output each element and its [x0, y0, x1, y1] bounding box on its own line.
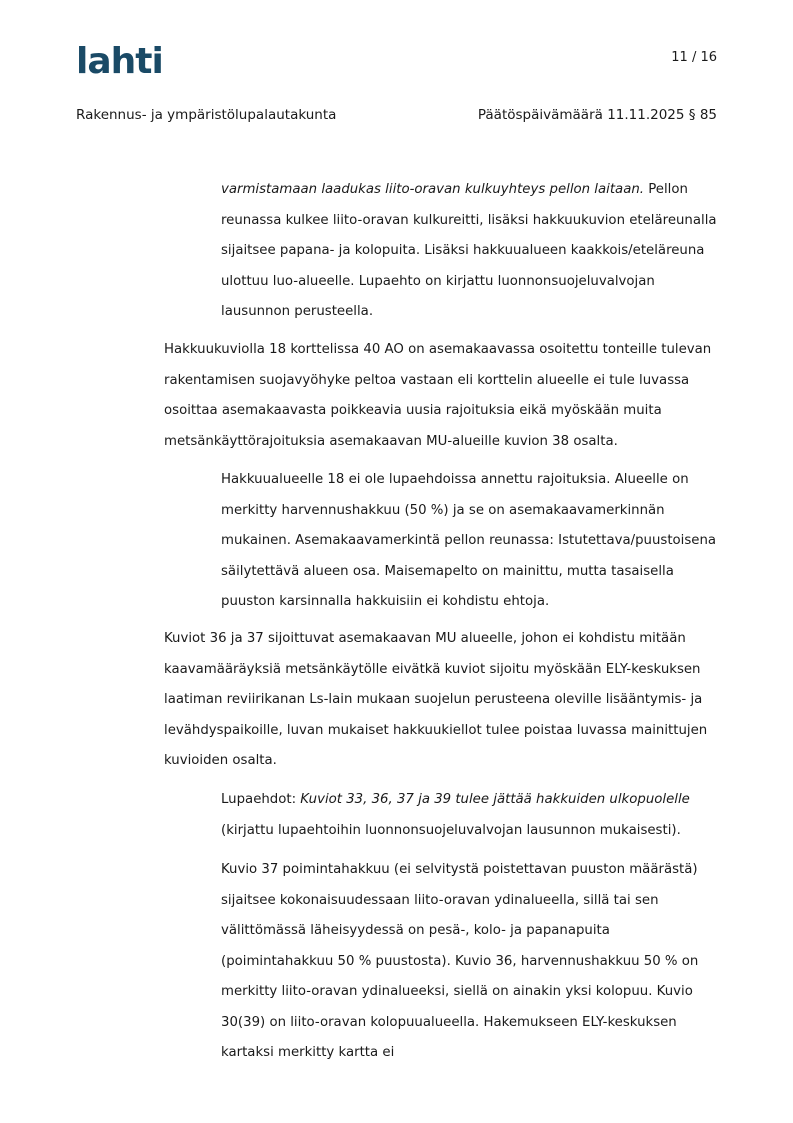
- paragraph-5-label: Lupaehdot:: [221, 792, 301, 807]
- document-header: [76, 107, 717, 123]
- lahti-logo: lahti: [76, 41, 163, 82]
- paragraph-6: Kuvio 37 poimintahakkuu (ei selvitystä poistettavan puuston määrästä) sijaitsee kokonaisuudessaan liito-oravan ydinalueella, sillä tai sen välittömässä läheisyydessä on pesä-, kolo- ja papanapuita (poimintahakkuu 50 % puustosta). Kuvio 36, harvennushakkuu 50 % on merkitty liito-oravan ydinalueeksi, siellä on ainakin yksi kolopuu. Kuvio 30(39) on liito-oravan kolopuualueella. Hakemukseen ELY-keskuksen kartaksi merkitty kartta ei: [221, 862, 699, 1060]
- paragraph-1-italic: varmistamaan laadukas liito-oravan kulkuyhteys pellon laitaan.: [221, 182, 645, 197]
- decision-date: Päätöspäivämäärä 11.11.2025 § 85: [477, 107, 717, 123]
- board-name: Rakennus- ja ympäristölupalautakunta: [76, 107, 337, 123]
- paragraph-5-italic: Kuviot 33, 36, 37 ja 39 tulee jättää hakkuiden ulkopuolelle: [300, 792, 690, 807]
- paragraph-1: [221, 175, 721, 328]
- paragraph-1-text: Pellon reunassa kulkee liito-oravan kulkureitti, lisäksi hakkuukuvion eteläreunalla sijaitsee papana- ja kolopuita. Lisäksi hakkuualueen kaakkois/eteläreuna ulottuu luo-alueelle. Lupaehto on kirjattu luonnonsuojeluvalvojan lausunnon perusteella.: [221, 182, 717, 319]
- paragraph-5: [221, 785, 721, 846]
- paragraph-4: Kuviot 36 ja 37 sijoittuvat asemakaavan MU alueelle, johon ei kohdistu mitään kaavamääräyksiä metsänkäytölle eivätkä kuviot sijoitu myöskään ELY-keskuksen laatiman reviirikanan Ls-lain mukaan suojelun perusteena oleville lisääntymis- ja levähdyspaikoille, luvan mukaiset hakkuukiellot tulee poistaa luvassa mainittujen kuvioiden osalta.: [164, 631, 708, 768]
- page-number: 11 / 16: [671, 50, 717, 65]
- paragraph-2: Hakkuukuviolla 18 korttelissa 40 AO on asemakaavassa osoitettu tonteille tulevan rakentamisen suojavyöhyke peltoa vastaan eli korttelin alueelle ei tule luvassa osoittaa asemakaavasta poikkeavia uusia rajoituksia eikä myöskään muita metsänkäyttörajoituksia asemakaavan MU-alueille kuvion 38 osalta.: [164, 342, 712, 449]
- paragraph-5-text: (kirjattu lupaehtoihin luonnonsuojeluvalvojan lausunnon mukaisesti).: [221, 822, 681, 838]
- paragraph-3: Hakkuualueelle 18 ei ole lupaehdoissa annettu rajoituksia. Alueelle on merkitty harvennushakkuu (50 %) ja se on asemakaavamerkinnän mukainen. Asemakaavamerkintä pellon reunassa: Istutettava/puustoisena säilytettävä alueen osa. Maisemapelto on mainittu, mutta tasaisella puuston karsinnalla hakkuisiin ei kohdistu ehtoja.: [221, 472, 717, 609]
